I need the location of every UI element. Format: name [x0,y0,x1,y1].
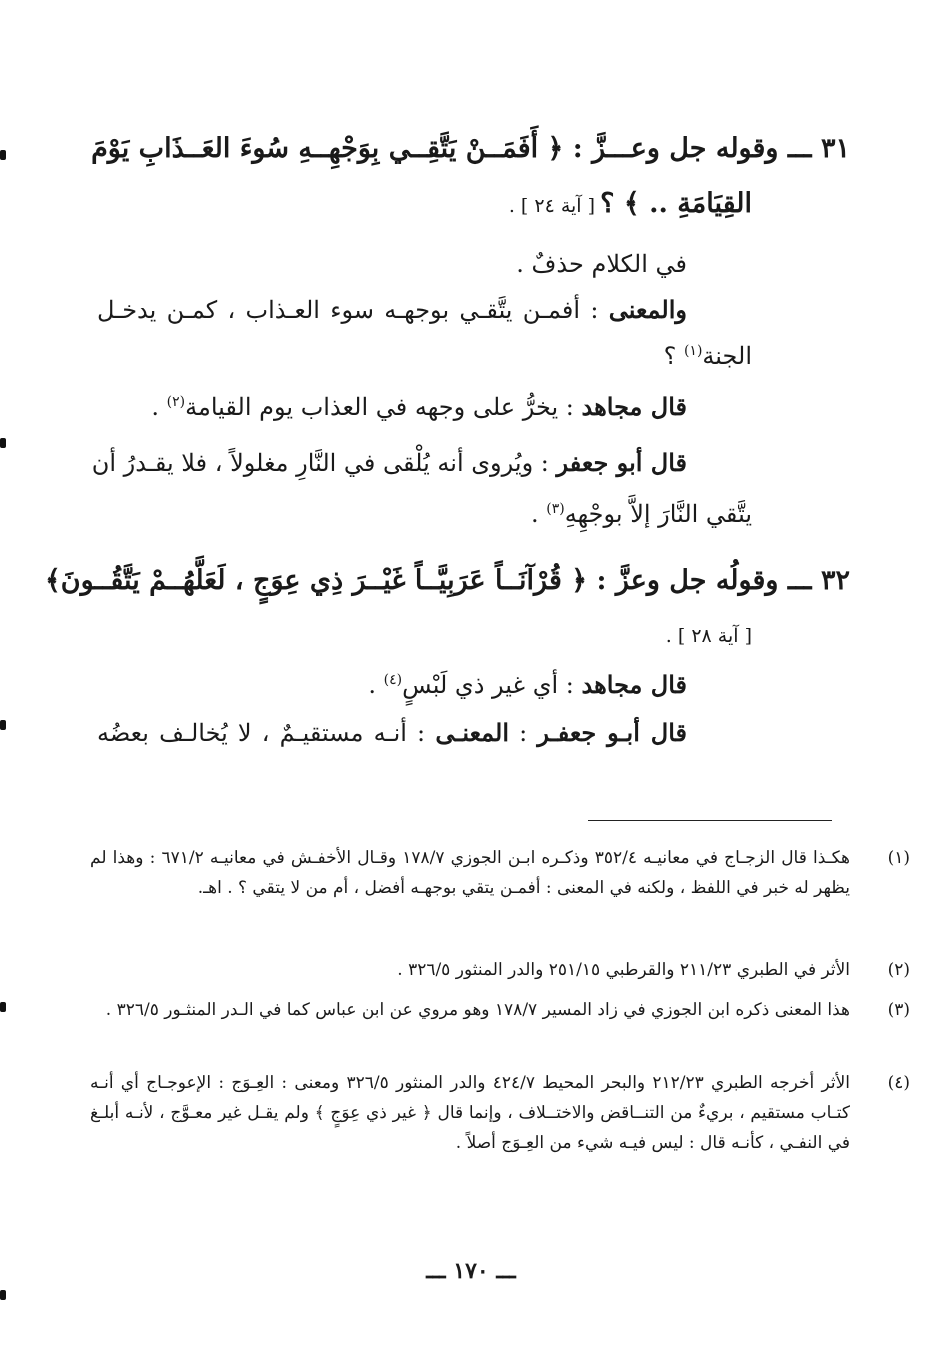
entry-32-heading [44,565,850,596]
paragraph-5-end: . [368,671,384,699]
paragraph-4-label: قال أبو جعفر [556,448,687,477]
entry-32-ayah-ref: [ آية ٢٨ ] . [665,625,752,647]
paragraph-2-line1 [97,295,687,324]
entry-31-ayah-ref: [ آية ٢٤ ] . [508,195,596,217]
binding-mark [0,1002,6,1012]
paragraph-6-text: : أنـه مستقيـمٌ ، لا يُخالـف بعضُه [97,719,426,747]
paragraph-5 [368,670,687,699]
footnote-1 [90,843,910,903]
entry-31-heading-line1 [91,133,850,164]
paragraph-6-label-2: المعنـى [435,718,510,747]
entry-31-heading-cont: القِيَامَةِ .. ﴾ ؟ [600,188,752,219]
paragraph-4-line1 [91,448,687,477]
paragraph-3-text: : يخرُّ على وجهه في العذاب يوم القيامة [185,393,574,421]
paragraph-3-end: . [151,393,167,421]
paragraph-2-text: : أفمـن يتَّقـي بوجهـه سوء العـذاب ، كمـن يدخـل [97,296,599,324]
paragraph-4-text: : ويُروى أنه يُلْقى في النَّارِ مغلولاً ، فلا يقـدرُ أن [91,449,549,477]
footnote-1-text: هكـذا قال الزجـاج في معانيـه ٣٥٢/٤ وذكـره ابـن الجوزي ١٧٨/٧ وقـال الأخفـش في معانيـه ٦٧١/٢ : وهذا لم يظهر له خبر في اللفظ ، ولكنه في المعنى : أفمـن يتقي بوجهـه أفضل ، أم من لا يتقي ؟ . اهـ. [90,848,850,898]
binding-mark [0,150,6,160]
footnote-4 [90,1068,910,1158]
entry-31-heading-line2 [509,188,752,219]
entry-32-heading-text: وقولُه جل وعزَّ : ﴿ قُرْآنَــاً عَرَبِيَّــاً غَيْــرَ ذِي عِوَجٍ ، لَعَلَّهُــمْ يَتَّقُــونَ﴾ [44,565,779,596]
paragraph-3-label: قال مجاهد [581,392,687,421]
footnote-ref-2[interactable]: (٢) [166,394,186,410]
footnote-ref-4[interactable]: (٤) [383,672,403,688]
page-number: ـــ ١٧٠ ـــ [426,1258,516,1284]
footnote-3-number: (٣) [887,1000,910,1020]
entry-31-heading-text: وقوله جل وعـــزَّ : ﴿ أَفَمَــنْ يَتَّقِــي بِوَجْهِــهِ سُوءَ العَــذَابِ يَوْمَ [91,133,779,164]
binding-mark [0,720,6,730]
binding-mark [0,1290,6,1300]
paragraph-4-line2 [531,500,752,528]
footnote-2 [90,955,910,985]
footnote-2-number: (٢) [887,960,910,980]
footnote-separator [588,820,832,821]
paragraph-4-text-cont: يتَّقي النَّارَ إلاَّ بوجْهِهِ [564,500,752,528]
paragraph-5-text: : أي غير ذي لَبْسٍ [402,671,574,699]
footnote-4-number: (٤) [887,1073,910,1093]
binding-mark [0,438,6,448]
footnote-ref-1[interactable]: (١) [683,343,703,359]
footnote-3-text: هذا المعنى ذكره ابن الجوزي في زاد المسير ١٧٨/٧ وهو مروي عن ابن عباس كما في الـدر المنثـور ٣٢٦/٥ . [105,1000,850,1020]
paragraph-6: قال أبـو جعفـر : المعنـى : أنـه مستقيـمٌ ، لا يُخالـف بعضُه [97,718,687,747]
paragraph-2-end: ؟ [663,342,684,370]
entry-31-number: ٣١ ـــ [787,133,850,164]
footnote-1-number: (١) [887,848,910,868]
paragraph-6-label: قال أبـو جعفـر [537,718,687,747]
paragraph-1: في الكلام حذفٌ . [516,250,687,278]
paragraph-3 [151,392,687,421]
entry-32-number: ٣٢ ـــ [787,565,850,596]
footnote-4-text: الأثر أخرجه الطبري ٢١٢/٢٣ والبحر المحيط ٤٢٤/٧ والدر المنثور ٣٢٦/٥ ومعنى : العِـوَج : الإعوجـاج أي أنـه كتـاب مستقيم ، بريءٌ من التنــاقض والاختــلاف ، وإنما قال ﴿ غير ذي عِوَجٍ ﴾ ولم يقـل غير معـوَّج ، لأنـه أبلـغ في النفـي ، كأنـه قال : ليس فيـه شيء من العِـوَج أصلاً . [90,1073,851,1153]
footnote-ref-3[interactable]: (٣) [546,501,565,517]
footnote-3 [90,995,910,1025]
paragraph-2-label: والمعنى [608,295,687,324]
paragraph-2-line2 [664,342,752,370]
paragraph-5-label: قال مجاهد [581,670,687,699]
paragraph-2-text-cont: الجنة [702,342,752,370]
paragraph-4-end: . [530,500,547,528]
footnote-2-text: الأثر في الطبري ٢١١/٢٣ والقرطبي ٢٥١/١٥ والدر المنثور ٣٢٦/٥ . [397,960,850,980]
